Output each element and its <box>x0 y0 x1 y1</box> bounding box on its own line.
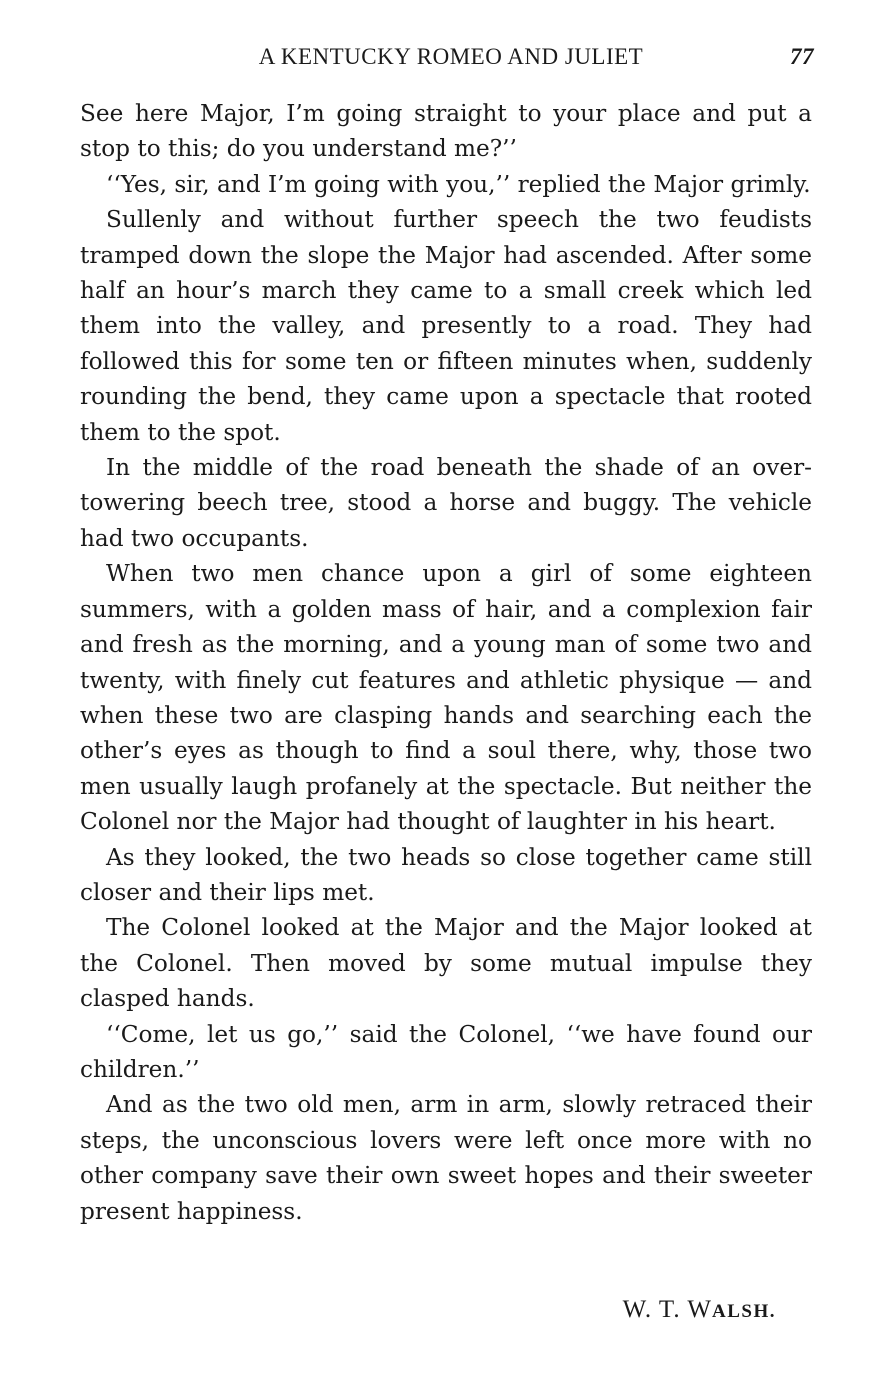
author-signature <box>623 1296 776 1324</box>
chapter-title: A KENTUCKY ROMEO AND JULIET <box>258 44 644 69</box>
paragraph-lips-met: As they looked, the two heads so close together came still closer and their lips met. <box>80 843 812 906</box>
signature-initials: W. T. W <box>622 1296 712 1323</box>
paragraph-lovers-description: When two men chance upon a girl of some eighteen summers, with a golden mass of hair, and a complexion fair and fresh as the morning, and a young man of some two and twenty, with finely cut features and athletic physique — and when these two are clasping hands and searching each the other’s eyes as though to find a soul there, why, those two men usually laugh profanely at the spectacle. But neither the Colonel nor the Major had thought of laughter in his heart. <box>80 560 812 836</box>
body-text <box>80 96 812 1229</box>
paragraph-clasped-hands: The Colonel looked at the Major and the Major looked at the Colonel. Then moved by some mutual impulse they clasped hands. <box>80 914 812 1013</box>
signature-surname: ALSH. <box>712 1301 776 1322</box>
paragraph-major-reply: ‘‘Yes, sir, and I’m going with you,’’ replied the Major grimly. <box>106 170 811 198</box>
paragraph-found-children: ‘‘Come, let us go,’’ said the Colonel, ‘‘we have found our children.’’ <box>80 1020 812 1083</box>
running-header <box>78 44 814 76</box>
paragraph-feudists-walk: Sullenly and without further speech the two feudists tramped down the slope the Major had ascended. After some half an hour’s march they came to a small creek which led them into the valley, and presently to a road. They had followed this for some ten or fifteen minutes when, suddenly rounding the bend, they came upon a spectacle that rooted them to the spot. <box>80 206 812 446</box>
paragraph-retraced-steps: And as the two old men, arm in arm, slowly retraced their steps, the unconscious lovers were left once more with no other company save their own sweet hopes and their sweeter present happiness. <box>80 1091 812 1225</box>
paragraph-horse-and-buggy: In the middle of the road beneath the shade of an over-towering beech tree, stood a horse and buggy. The vehicle had two occupants. <box>80 454 812 552</box>
paragraph-continued: See here Major, I’m going straight to your place and put a stop to this; do you understand me?’’ <box>80 100 812 163</box>
page-number: 77 <box>790 44 814 69</box>
